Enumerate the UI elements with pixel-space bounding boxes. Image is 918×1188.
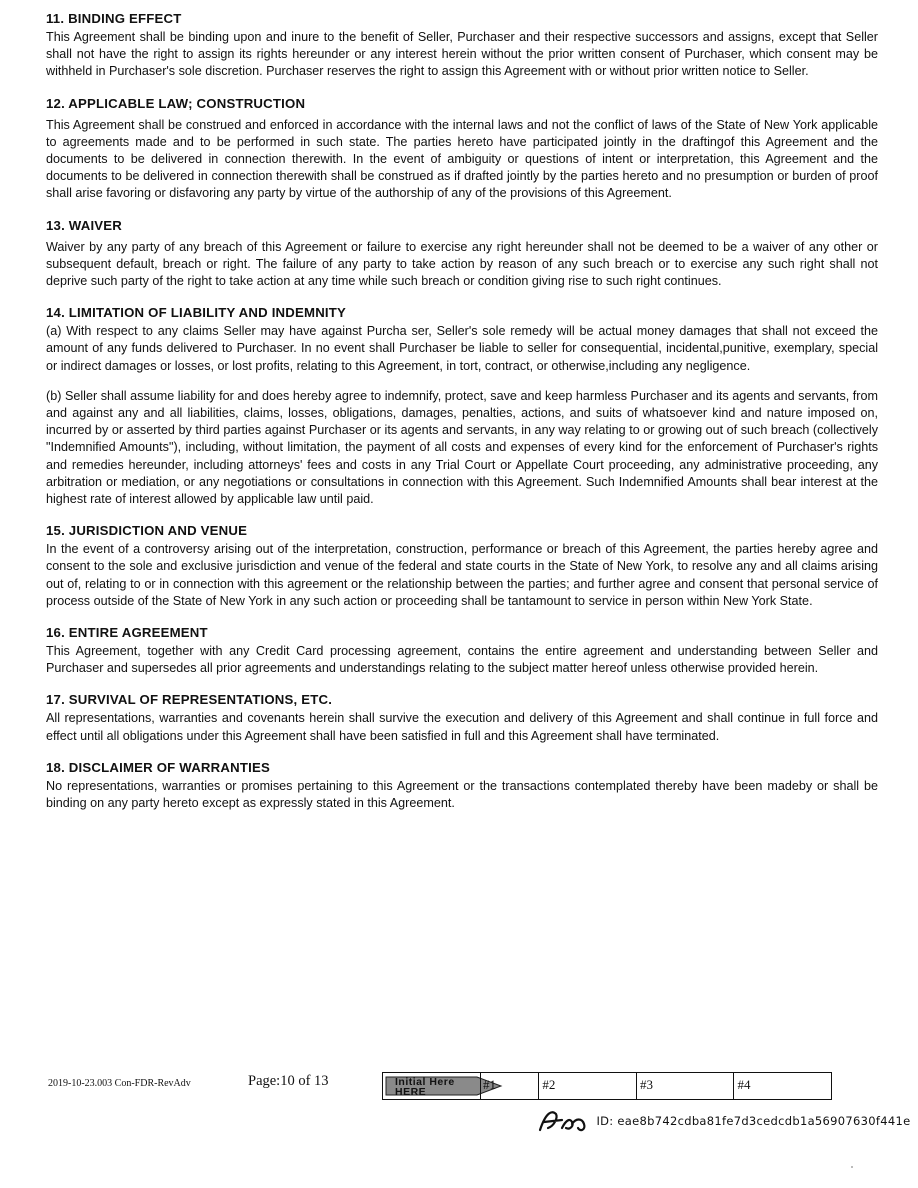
section-waiver (46, 217, 878, 291)
initial-slot-3[interactable] (636, 1073, 734, 1099)
section-paragraph: This Agreement shall be binding upon and inure to the benefit of Seller, Purchaser and their respective successors and assigns, except that Seller shall not have the right to assign its rights hereunder or any interest herein without the prior written consent of Purchaser, which consent may be withheld in Purchaser's sole discretion. Purchaser reserves the right to assign this Agreement with or without prior written notice to Seller. (46, 30, 878, 79)
section-heading: 14. LIMITATION OF LIABILITY AND INDEMNITY (46, 305, 347, 321)
initial-slot-2[interactable] (538, 1073, 636, 1099)
section-disclaimer (46, 759, 878, 812)
initials-signature-icon (536, 1108, 592, 1134)
initial-slot-label: #1 (483, 1077, 496, 1092)
document-id: ID: eae8b742cdba81fe7d3cedcdb1a56907630f441e (596, 1114, 911, 1128)
initial-here-line-1: Initial Here (395, 1076, 455, 1088)
section-jurisdiction-venue (46, 522, 878, 610)
section-heading: 15. JURISDICTION AND VENUE (46, 523, 248, 539)
section-paragraph: All representations, warranties and covenants herein shall survive the execution and delivery of this Agreement and shall continue in full force and effect until all obligations under this Agreement shall have been satisfied in full and this Agreement shall have terminated. (46, 711, 878, 743)
section-paragraph: Waiver by any party of any breach of this Agreement or failure to exercise any right hereunder shall not be deemed to be a waiver of any other or subsequent default, breach or right. The failure of any party to take action by reason of any such breach or to exercise any such right shall not deprive such party of the right to take action at any time while such breach or condition giving rise to such right continues. (46, 239, 878, 289)
section-paragraph: No representations, warranties or promises pertaining to this Agreement or the transactions contemplated thereby have been madeby or shall be binding on any party hereto except as expressly stated in this Agreement. (46, 778, 878, 811)
page-footer (46, 1072, 911, 1128)
initial-slot-blank[interactable] (480, 1073, 539, 1099)
section-paragraph: This Agreement, together with any Credit Card processing agreement, contains the entire agreement and understanding between Seller and Purchaser and supersedes all prior agreements and understandings relating to the subject matter hereof unless otherwise provided herein. (46, 644, 878, 676)
initial-slot-label: #2 (542, 1077, 556, 1092)
section-paragraph: In the event of a controversy arising out of the interpretation, construction, performance or breach of this Agreement, the parties hereby agree and consent to the sole and exclusive jurisdiction and venue of the federal and state courts in the State of New York, to resolve any and all claims arising out of, relating to or in connection with this agreement or the relationship between the parties; and further agree and consent that personal service of process outside of the State of New York in any such action or proceeding shall be tantamount to service in person within New York State. (46, 542, 878, 608)
section-paragraph: This Agreement shall be construed and enforced in accordance with the internal laws and not the conflict of laws of the State of New York applicable to agreements made and to be performed in such state. The parties hereto have participated jointly in the draftingof this Agreement and the documents to be delivered in connection therewith. In the event of ambiguity or questions of intent or interpretation, this Agreement and the documents to be delivered in connection therewith shall be construed as if drafted jointly by the parties hereto and no presumption or burden of proof shall arise favoring or disfavoring any party by virtue of the authorship of any of the provisions of this Agreement. (46, 117, 878, 201)
initial-slot-label: #4 (737, 1077, 751, 1092)
signature-id-line (536, 1108, 910, 1134)
section-limitation-of-liability (46, 304, 878, 508)
section-heading: 17. SURVIVAL OF REPRESENTATIONS, ETC. (46, 692, 333, 708)
document-code: 2019-10-23.003 Con-FDR-RevAdv (48, 1078, 191, 1089)
section-applicable-law (46, 95, 878, 203)
document-body (46, 10, 878, 826)
section-entire-agreement (46, 624, 878, 677)
section-heading: 11. BINDING EFFECT (46, 11, 182, 26)
initials-box (382, 1072, 832, 1100)
initial-here-line-2: HERE (395, 1086, 427, 1098)
initial-slot-1[interactable] (383, 1073, 496, 1099)
initial-slot-label: #3 (639, 1077, 653, 1092)
initial-here-label (395, 1077, 455, 1097)
page-number: Page:10 of 13 (248, 1073, 329, 1089)
section-binding-effect (46, 10, 878, 81)
scan-speck (851, 1166, 853, 1168)
section-heading: 12. APPLICABLE LAW; CONSTRUCTION (46, 95, 306, 111)
section-paragraph: (a) With respect to any claims Seller may have against Purcha ser, Seller's sole remedy will be actual money damages that shall not exceed the amount of any funds delivered to Purchaser. In no event shall Purchaser be liable to seller for consequential, incidental,punitive, exemplary, special or indirect damages or losses, or lost profits, relating to this Agreement, in tort, contract, or otherwise,including any negligence. (46, 324, 878, 373)
section-survival (46, 691, 878, 744)
section-heading: 16. ENTIRE AGREEMENT (46, 625, 208, 641)
section-heading: 13. WAIVER (46, 217, 123, 233)
initial-slot-4[interactable] (733, 1073, 831, 1099)
section-paragraph: (b) Seller shall assume liability for and does hereby agree to indemnify, protect, save and keep harmless Purchaser and its agents and servants, from and against any and all liabilities, claims, losses, obligations, damages, penalties, actions, and suits of whatsoever kind and nature imposed on, incurred by or asserted by third parties against Purchaser or its agents and servants, in any way relating to or growing out of such breach (collectively "Indemnified Amounts"), including, without limitation, the payment of all costs and expenses of every kind for the enforcement of Purchaser's rights and remedies hereunder, including attorneys' fees and costs in any Trial Court or Appellate Court proceeding, any administrative proceeding, any arbitration or mediation, or any negotiations or consultations in connection with this Agreement. Such Indemnified Amounts shall bear interest at the highest rate of interest allowed by applicable law until paid. (46, 388, 878, 507)
section-heading: 18. DISCLAIMER OF WARRANTIES (46, 759, 270, 775)
